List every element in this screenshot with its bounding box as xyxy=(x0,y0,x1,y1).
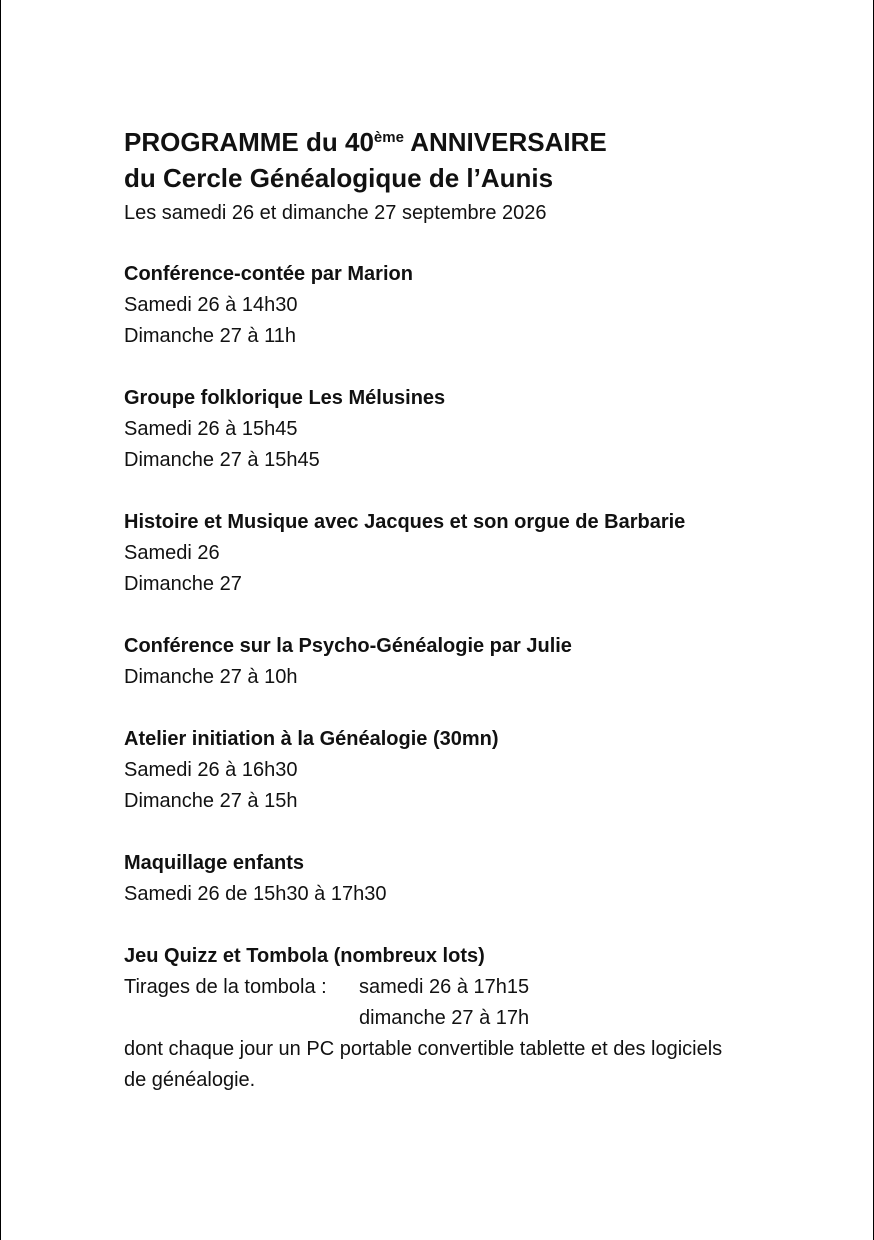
event-psycho-genealogie xyxy=(124,631,824,693)
tombola-draw-label: Tirages de la tombola : xyxy=(124,976,327,998)
programme-title-line2: du Cercle Généalogique de l’Aunis xyxy=(124,163,554,193)
event-time: Dimanche 27 à 15h xyxy=(124,790,298,812)
title-suffix: ANNIVERSAIRE xyxy=(403,127,607,157)
event-conference-contee xyxy=(124,259,824,352)
event-time: Dimanche 27 à 10h xyxy=(124,666,298,688)
event-time: Dimanche 27 à 11h xyxy=(124,325,296,347)
event-time: Samedi 26 à 15h45 xyxy=(124,418,298,440)
page-left-border xyxy=(0,0,1,1240)
title-prefix: PROGRAMME du 40 xyxy=(124,127,374,157)
title-superscript: ème xyxy=(373,129,404,146)
event-atelier-initiation xyxy=(124,724,824,817)
event-time: Dimanche 27 xyxy=(124,573,242,595)
event-title: Maquillage enfants xyxy=(124,852,305,874)
tombola-draw-saturday: samedi 26 à 17h15 xyxy=(359,976,530,998)
event-title: Atelier initiation à la Généalogie (30mn) xyxy=(124,728,499,750)
programme-title xyxy=(124,124,824,160)
event-time: Samedi 26 à 14h30 xyxy=(124,294,298,316)
event-time: Samedi 26 de 15h30 à 17h30 xyxy=(124,883,387,905)
programme-document xyxy=(124,124,824,1096)
event-groupe-folklorique xyxy=(124,383,824,476)
programme-dates: Les samedi 26 et dimanche 27 septembre 2026 xyxy=(124,202,547,224)
tombola-prize-note: dont chaque jour un PC portable convertible tablette et des logiciels de généalogie. xyxy=(124,1038,723,1091)
event-time: Samedi 26 à 16h30 xyxy=(124,759,298,781)
tombola-draw-sunday: dimanche 27 à 17h xyxy=(359,1007,530,1029)
event-time: Samedi 26 xyxy=(124,542,220,564)
event-title: Conférence sur la Psycho-Généalogie par Julie xyxy=(124,635,572,657)
event-title: Histoire et Musique avec Jacques et son orgue de Barbarie xyxy=(124,511,686,533)
event-title: Conférence-contée par Marion xyxy=(124,263,413,285)
tombola-draw-row xyxy=(124,972,824,1003)
event-maquillage xyxy=(124,848,824,910)
event-histoire-musique xyxy=(124,507,824,600)
event-time: Dimanche 27 à 15h45 xyxy=(124,449,320,471)
event-title: Jeu Quizz et Tombola (nombreux lots) xyxy=(124,945,485,967)
event-title: Groupe folklorique Les Mélusines xyxy=(124,387,446,409)
event-tombola xyxy=(124,941,824,1096)
